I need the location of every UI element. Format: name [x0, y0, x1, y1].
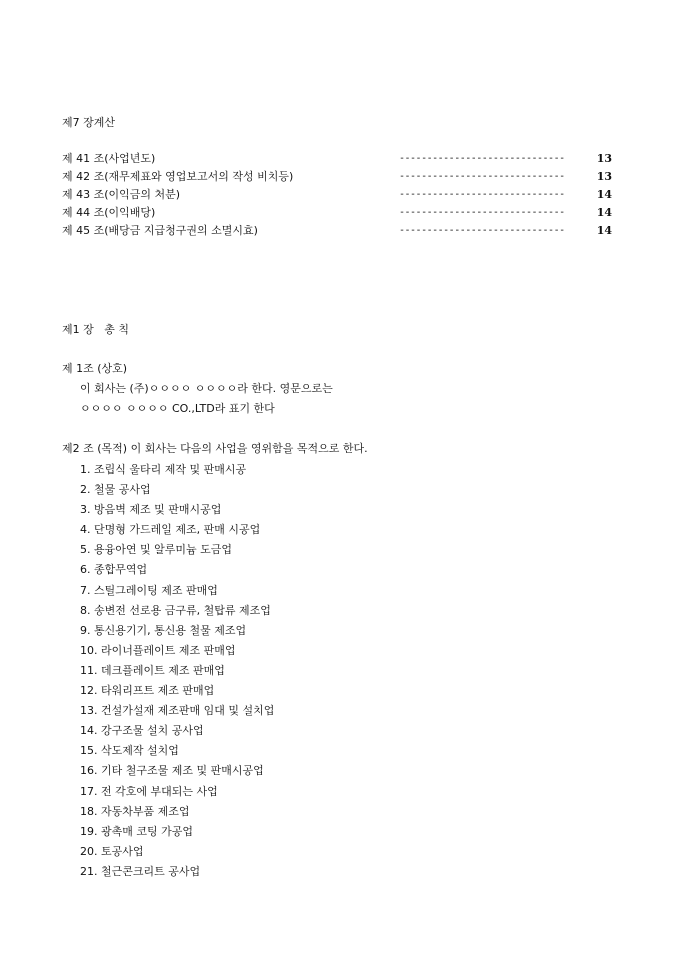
toc-label: 제 44 조(이익배당): [62, 206, 156, 219]
list-item: 6. 종합무역업: [80, 563, 148, 577]
toc-label: 제 42 조(재무제표와 영업보고서의 작성 비치등): [62, 170, 294, 183]
toc-leader-dots: ------------------------------: [399, 171, 565, 182]
toc-row[interactable]: [62, 186, 612, 204]
toc-row[interactable]: [62, 204, 612, 222]
chapter1-header: 제1 장 총 칙: [62, 323, 129, 336]
toc-label: 제 41 조(사업년도): [62, 152, 156, 165]
list-item: 21. 철근콘크리트 공사업: [80, 864, 201, 878]
list-item: 18. 자동차부품 제조업: [80, 804, 190, 818]
business-purpose-list: [80, 460, 274, 882]
list-item: 12. 타워리프트 제조 판매업: [80, 684, 215, 698]
toc-row[interactable]: [62, 222, 612, 240]
list-item: 14. 강구조물 설치 공사업: [80, 724, 204, 738]
chapter7-header: 제7 장계산: [62, 116, 115, 129]
toc-page-number: 14: [596, 188, 612, 201]
list-item: 2. 철물 공사업: [80, 483, 151, 497]
list-item: 4. 단명형 가드레일 제조, 판매 시공업: [80, 523, 261, 537]
toc-row[interactable]: [62, 168, 612, 186]
toc-label: 제 43 조(이익금의 처분): [62, 188, 181, 201]
list-item: 15. 삭도제작 설치업: [80, 744, 179, 758]
toc-leader-dots: ------------------------------: [399, 207, 565, 218]
list-item: 10. 라이너플레이트 제조 판매업: [80, 643, 236, 657]
article1-body-line: ㅇㅇㅇㅇ ㅇㅇㅇㅇ CO.,LTD라 표기 한다: [80, 402, 275, 415]
list-item: 1. 조립식 울타리 제작 및 판매시공: [80, 463, 247, 476]
list-item: 17. 전 각호에 부대되는 사업: [80, 784, 218, 798]
toc-leader-dots: ------------------------------: [399, 225, 565, 236]
toc-leader-dots: ------------------------------: [399, 189, 565, 200]
article1-body-line: 이 회사는 (주)ㅇㅇㅇㅇ ㅇㅇㅇㅇ라 한다. 영문으로는: [80, 382, 333, 395]
list-item: 3. 방음벽 제조 및 판매시공업: [80, 503, 222, 517]
list-item: 19. 광촉매 코팅 가공업: [80, 824, 193, 838]
list-item: 20. 토공사업: [80, 844, 144, 858]
list-item: 13. 건설가설재 제조판매 임대 및 설치업: [80, 704, 275, 718]
toc-page-number: 13: [596, 152, 612, 165]
toc-row[interactable]: [62, 150, 612, 168]
article1-title: 제 1조 (상호): [62, 362, 128, 375]
table-of-contents: [62, 150, 612, 240]
list-item: 5. 용융아연 및 알루미늄 도금업: [80, 543, 232, 557]
toc-page-number: 14: [596, 224, 612, 237]
toc-leader-dots: ------------------------------: [399, 153, 565, 164]
toc-label: 제 45 조(배당금 지급청구권의 소멸시효): [62, 224, 258, 237]
article2-title: 제2 조 (목적) 이 회사는 다음의 사업을 영위함을 목적으로 한다.: [62, 442, 368, 455]
list-item: 9. 통신용기기, 통신용 철물 제조업: [80, 623, 247, 637]
list-item: 11. 데크플레이트 제조 판매업: [80, 663, 225, 677]
list-item: 7. 스틸그레이팅 제조 판매업: [80, 583, 218, 597]
toc-page-number: 13: [596, 170, 612, 183]
list-item: 16. 기타 철구조물 제조 및 판매시공업: [80, 764, 264, 778]
list-item: 8. 송변전 선로용 금구류, 철탑류 제조업: [80, 603, 271, 617]
toc-page-number: 14: [596, 206, 612, 219]
